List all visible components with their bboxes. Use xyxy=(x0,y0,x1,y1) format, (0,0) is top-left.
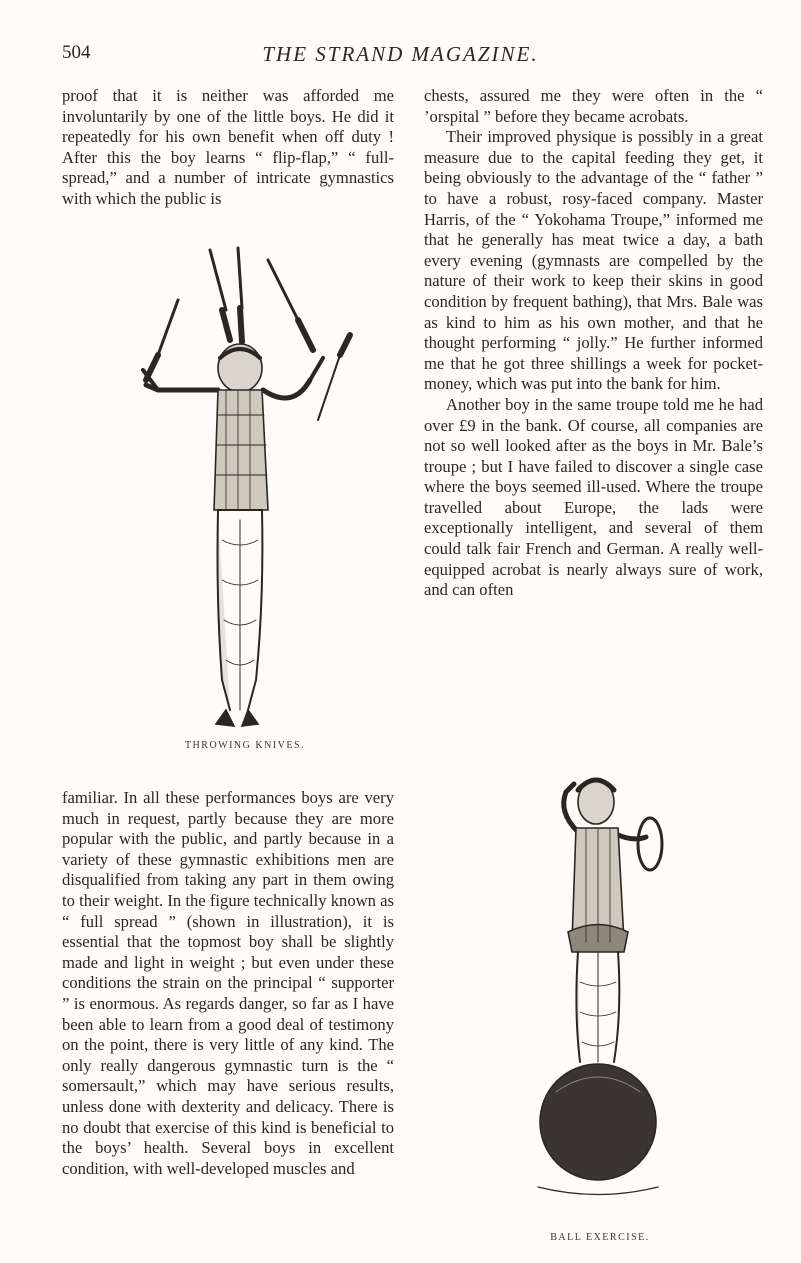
page-number: 504 xyxy=(62,42,91,63)
ball-balancer-figure-icon xyxy=(528,762,668,1217)
left-column-top xyxy=(62,86,394,210)
juggler-figure-icon xyxy=(118,240,368,734)
throwing-knives-illustration xyxy=(118,240,368,734)
paragraph: Their improved physique is possibly in a great measure due to the capital feeding they get, it being obviously to the advantage of the “ father ” to have a robust, rosy-faced company. Master Harris, of the “ Yokohama Troupe,” informed me that he generally has meat twice a day, a bath every evening (gymnasts are compelled by the nature of their work to keep their skins in good condition by frequent bathing), that Mrs. Bale was as kind to him as his own mother, and that he thought performing “ jolly.” He further informed me that he got three shillings a week for pocket-money, which was put into the bank for him. xyxy=(424,127,763,394)
running-title: THE STRAND MAGAZINE. xyxy=(262,42,539,66)
ball-exercise-caption: BALL EXERCISE. xyxy=(550,1232,650,1243)
ball-exercise-illustration xyxy=(528,762,668,1217)
paragraph: familiar. In all these performances boys are very much in request, partly because they are more popular with the public, and partly because in a variety of these gymnastic exhibitions men are disqualified from taking any part in them owing to their weight. In the figure technically known as “ full spread ” (shown in illustration), it is essential that the topmost boy shall be slightly made and light in weight ; but even under these conditions the strain on the principal “ supporter ” is enormous. As regards danger, so far as I have been able to learn from a good deal of testimony on the point, there is very little of any kind. The only really dangerous gymnastic turn is the “ somersault,” which may have serious results, unless done with dexterity and delicacy. There is no doubt that exercise of this kind is beneficial to the boys’ health. Several boys in excellent condition, with well-developed muscles and xyxy=(62,788,394,1178)
left-column-bottom xyxy=(62,788,394,1179)
page-header xyxy=(0,42,801,72)
paragraph: chests, assured me they were often in the “ ’orspital ” before they became acrobats. xyxy=(424,86,763,126)
throwing-knives-caption: THROWING KNIVES. xyxy=(184,740,306,751)
paragraph: proof that it is neither was afforded me involuntarily by one of the little boys. He did it repeatedly for his own benefit when off duty ! After this the boy learns “ flip-flap,” “ full-spread,” and a number of intricate gymnastics with which the public is xyxy=(62,86,394,208)
right-column-top xyxy=(424,86,763,601)
paragraph: Another boy in the same troupe told me he had over £9 in the bank. Of course, all companies are not so well looked after as the boys in Mr. Bale’s troupe ; but I have failed to discover a single case where the boys seemed ill-used. Where the troupe travelled about Europe, the lads were exceptionally intelligent, and several of them could talk fair French and German. A really well-equipped acrobat is nearly always sure of work, and can often xyxy=(424,394,763,600)
